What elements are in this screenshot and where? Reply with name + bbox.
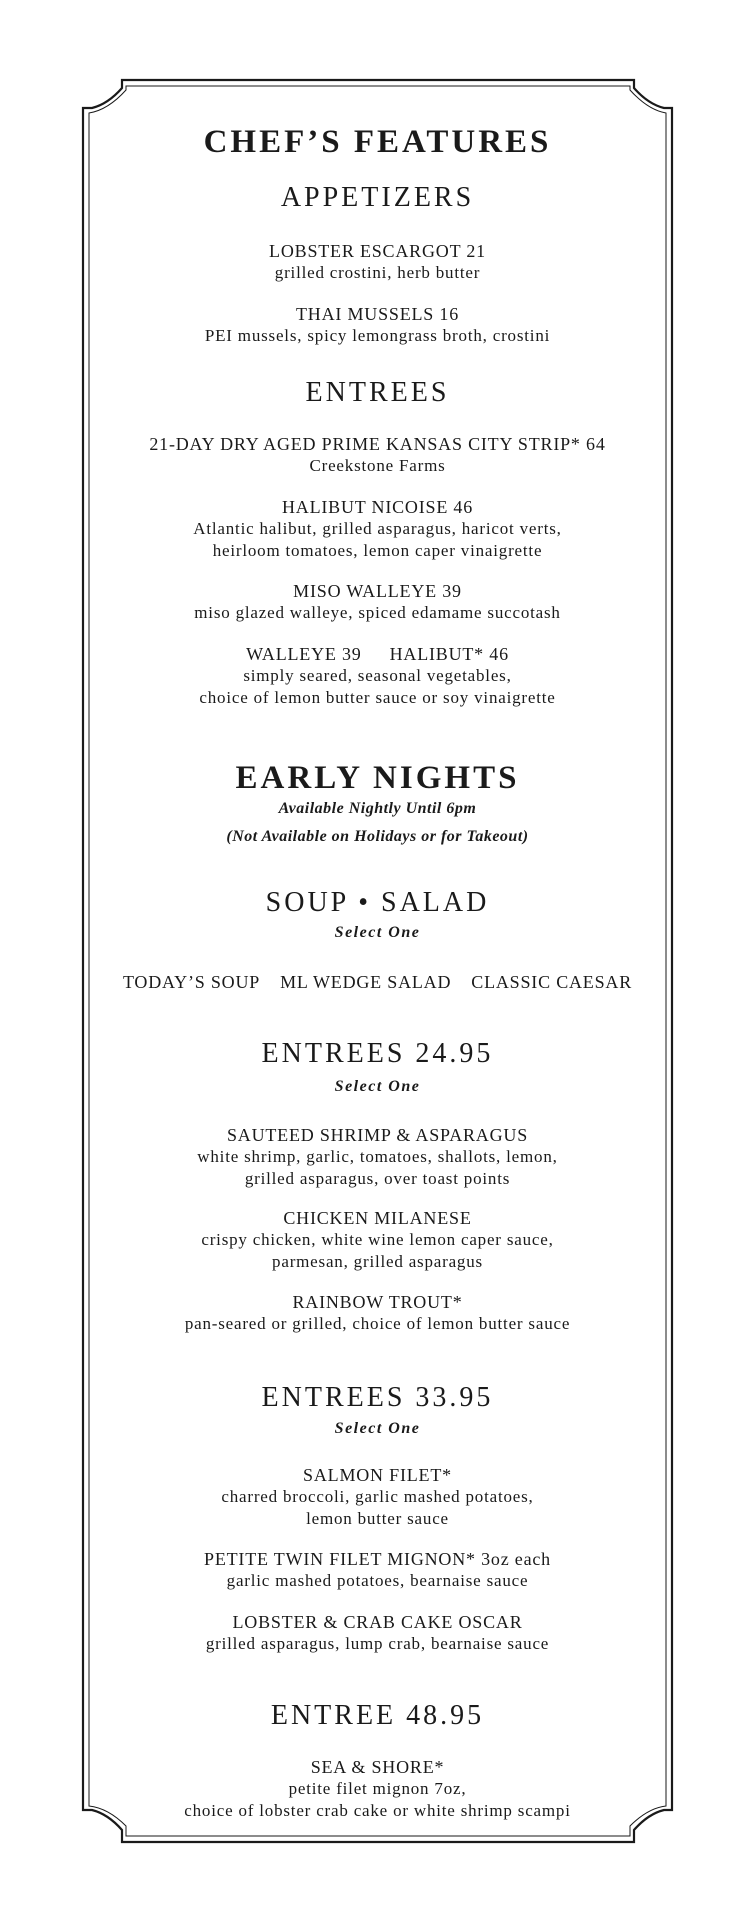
- menu-item-desc: Creekstone Farms: [309, 456, 446, 475]
- menu-item-name: LOBSTER & CRAB CAKE OSCAR: [232, 1612, 523, 1632]
- early-nights-note: (Not Available on Holidays or for Takeout): [226, 828, 529, 845]
- entree-4895-heading: ENTREE 48.95: [270, 1700, 485, 1731]
- menu-item-desc: choice of lemon butter sauce or soy vinaigrette: [199, 688, 556, 707]
- menu-item-name: RAINBOW TROUT*: [292, 1292, 463, 1312]
- entrees-2495-heading: ENTREES 24.95: [261, 1038, 494, 1069]
- menu-item-name: SAUTEED SHRIMP & ASPARAGUS: [226, 1125, 529, 1145]
- chefs-features-title: CHEF’S FEATURES: [203, 124, 552, 160]
- menu-item-name: 21-DAY DRY AGED PRIME KANSAS CITY STRIP* 64: [149, 434, 606, 454]
- soup-salad-option: CLASSIC CAESAR: [471, 972, 633, 992]
- menu-item-desc: grilled asparagus, lump crab, bearnaise sauce: [205, 1634, 550, 1653]
- menu-item-desc: miso glazed walleye, spiced edamame succotash: [194, 603, 561, 622]
- menu-item-desc: charred broccoli, garlic mashed potatoes,: [221, 1487, 534, 1506]
- menu-item-desc: lemon butter sauce: [306, 1509, 449, 1528]
- menu-item-desc: parmesan, grilled asparagus: [272, 1252, 483, 1271]
- menu-item-name: PETITE TWIN FILET MIGNON* 3oz each: [204, 1549, 551, 1569]
- soup-salad-option: TODAY’S SOUP: [122, 972, 261, 992]
- menu-item-desc: pan-seared or grilled, choice of lemon butter sauce: [184, 1314, 571, 1333]
- menu-item-name: SEA & SHORE*: [310, 1757, 445, 1777]
- menu-item-desc: PEI mussels, spicy lemongrass broth, crostini: [204, 326, 551, 345]
- menu-item-desc: grilled asparagus, over toast points: [244, 1169, 511, 1188]
- menu-item-desc: garlic mashed potatoes, bearnaise sauce: [226, 1571, 529, 1590]
- menu-item-name: LOBSTER ESCARGOT 21: [269, 241, 486, 261]
- menu-item-desc: crispy chicken, white wine lemon caper sauce,: [201, 1230, 554, 1249]
- menu-item-desc: petite filet mignon 7oz,: [288, 1779, 467, 1798]
- menu-item-name: THAI MUSSELS 16: [295, 304, 459, 324]
- menu-item-name: MISO WALLEYE 39: [293, 581, 462, 601]
- menu-item-desc: simply seared, seasonal vegetables,: [243, 666, 512, 685]
- appetizers-heading: APPETIZERS: [280, 182, 475, 213]
- menu-item-desc: heirloom tomatoes, lemon caper vinaigrette: [212, 541, 543, 560]
- menu-item-desc: choice of lobster crab cake or white shrimp scampi: [184, 1801, 571, 1820]
- menu-item-name: CHICKEN MILANESE: [283, 1208, 472, 1228]
- entrees-3395-heading: ENTREES 33.95: [261, 1382, 494, 1413]
- entrees-2495-select: Select One: [334, 1078, 421, 1095]
- menu-item-desc: grilled crostini, herb butter: [274, 263, 481, 282]
- menu-item-name: WALLEYE 39: [246, 644, 362, 664]
- menu-item-name-pair: [100, 643, 655, 665]
- early-nights-subtitle: Available Nightly Until 6pm: [278, 800, 477, 817]
- entrees-heading: ENTREES: [305, 377, 450, 408]
- early-nights-title: EARLY NIGHTS: [235, 760, 520, 796]
- soup-salad-heading: SOUP • SALAD: [265, 887, 490, 918]
- menu-item-desc: white shrimp, garlic, tomatoes, shallots, lemon,: [197, 1147, 558, 1166]
- entrees-3395-select: Select One: [334, 1420, 421, 1437]
- soup-salad-select: Select One: [334, 924, 421, 941]
- soup-salad-options: [100, 971, 655, 993]
- menu-item-name: HALIBUT NICOISE 46: [281, 497, 474, 517]
- menu-item-name: SALMON FILET*: [303, 1465, 452, 1485]
- menu-item-name: HALIBUT* 46: [389, 644, 509, 664]
- soup-salad-option: ML WEDGE SALAD: [280, 972, 452, 992]
- menu-item-desc: Atlantic halibut, grilled asparagus, haricot verts,: [193, 519, 562, 538]
